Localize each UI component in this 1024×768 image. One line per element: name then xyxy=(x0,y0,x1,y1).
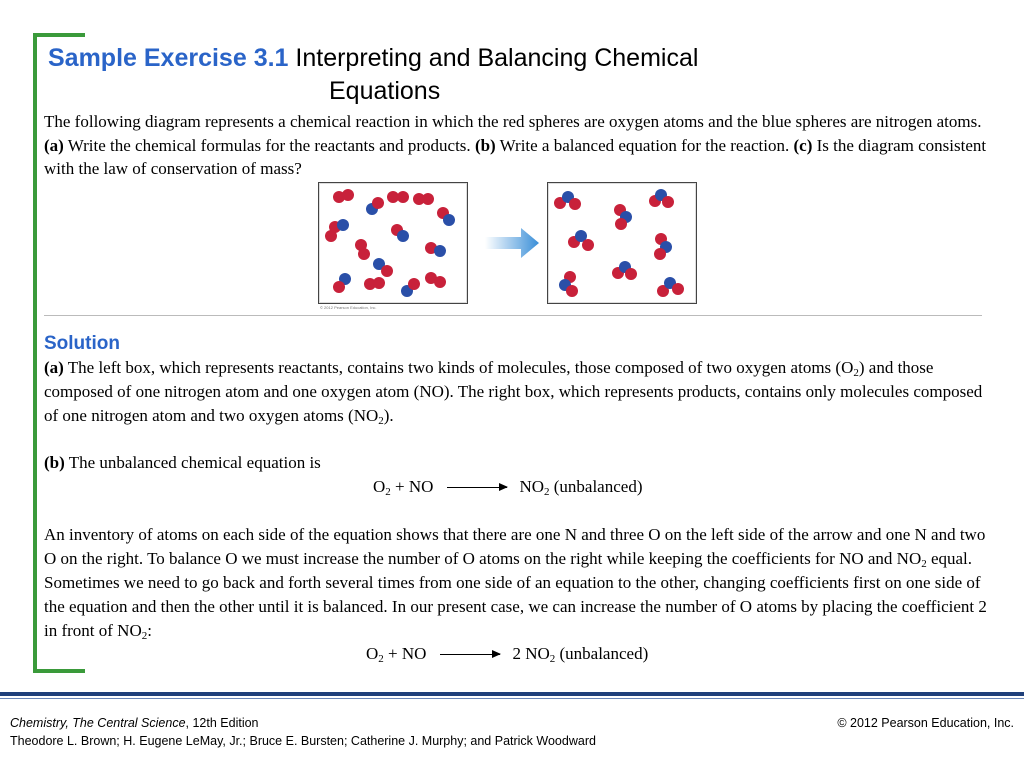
products-molecules xyxy=(548,183,696,303)
subscript: 2 xyxy=(378,415,384,427)
solution-a-text-1: The left box, which represents reactants, contains two kinds of molecules, those composed of two oxygen atoms (O xyxy=(63,358,854,377)
footer-book xyxy=(10,714,259,732)
figure-copyright: © 2012 Pearson Education, Inc. xyxy=(320,305,377,310)
solution-label-a: (a) xyxy=(44,358,64,377)
slide-title xyxy=(48,42,828,108)
equation-1 xyxy=(373,475,642,499)
title-line2: Equations xyxy=(329,77,441,105)
inventory-text-3: : xyxy=(147,621,152,640)
equation-2 xyxy=(366,642,648,666)
reactants-molecules xyxy=(319,183,467,303)
yields-arrow-icon xyxy=(440,654,500,655)
prompt-text-3: Write a balanced equation for the reaction. xyxy=(495,135,794,155)
green-bracket-bottom xyxy=(33,669,85,673)
reaction-diagram xyxy=(310,178,690,313)
prompt-text-1: The following diagram represents a chemical reaction in which the red spheres are oxygen atoms and the blue spheres are nitrogen atoms. xyxy=(44,112,982,131)
solution-part-a xyxy=(44,356,984,428)
prompt-label-a: (a) xyxy=(44,135,64,155)
prompt-text-4: Is the diagram consistent with the law of conservation of mass? xyxy=(44,135,987,178)
solution-a-text-2: ) and those composed of one nitrogen atom and one oxygen atom (NO). The right box, which represents products, contains only molecules composed of one nitrogen atom and two oxygen atoms (NO xyxy=(44,358,983,425)
inventory-paragraph xyxy=(44,523,989,643)
eq-note: (unbalanced) xyxy=(555,644,649,663)
green-bracket-left xyxy=(33,33,37,673)
eq-note: (unbalanced) xyxy=(549,477,643,496)
solution-heading: Solution xyxy=(44,333,120,354)
solution-a-text-3: ). xyxy=(383,406,394,425)
exercise-prompt xyxy=(44,110,994,181)
reaction-arrow-icon xyxy=(485,226,540,260)
subscript: 2 xyxy=(544,486,550,498)
products-box xyxy=(547,182,697,304)
eq-term: O xyxy=(373,477,386,496)
inventory-text-2: equal. Sometimes we need to go back and forth several times from one side of an equation to the other, changing coefficients first on one side of the equation and then the other until it is balanced. In our present case, we can increase the number of O atoms by placing the coefficient 2 in front of NO xyxy=(44,549,987,640)
footer-copyright: © 2012 Pearson Education, Inc. xyxy=(837,716,1014,730)
eq-term: O xyxy=(366,644,379,663)
footer-edition: , 12th Edition xyxy=(185,716,259,730)
solution-b-text: The unbalanced chemical equation is xyxy=(64,453,321,472)
footer-rule-thin xyxy=(0,698,1024,699)
subscript: 2 xyxy=(385,486,391,498)
inventory-text-1: An inventory of atoms on each side of the equation shows that there are one N and three O on the left side of the arrow and one N and two O on the right. To balance O we must increase the number of O atoms on the right while keeping the coefficients for NO and NO xyxy=(44,525,986,568)
prompt-label-c: (c) xyxy=(793,135,813,155)
footer-authors: Theodore L. Brown; H. Eugene LeMay, Jr.; Bruce E. Bursten; Catherine J. Murphy; and Patrick Woodward xyxy=(10,734,596,748)
subscript: 2 xyxy=(141,630,148,642)
subscript: 2 xyxy=(921,558,927,570)
eq-product: NO xyxy=(519,477,544,496)
prompt-text-2: Write the chemical formulas for the reactants and products. xyxy=(63,135,475,155)
title-rest: Interpreting and Balancing Chemical xyxy=(288,44,699,72)
divider xyxy=(44,315,982,316)
eq-term: + NO xyxy=(390,477,434,496)
subscript: 2 xyxy=(549,653,556,665)
subscript: 2 xyxy=(378,653,384,665)
solution-label-b: (b) xyxy=(44,453,65,472)
footer-rule xyxy=(0,692,1024,696)
footer-book-title: Chemistry, The Central Science xyxy=(10,716,186,730)
green-bracket-top xyxy=(33,33,85,37)
eq-term: + NO xyxy=(383,644,427,663)
title-lead: Sample Exercise 3.1 xyxy=(48,44,289,72)
yields-arrow-icon xyxy=(447,487,507,488)
reactants-box xyxy=(318,182,468,304)
subscript: 2 xyxy=(853,367,859,379)
eq-product: 2 NO xyxy=(512,644,550,663)
solution-part-b xyxy=(44,451,321,475)
prompt-label-b: (b) xyxy=(474,135,496,155)
